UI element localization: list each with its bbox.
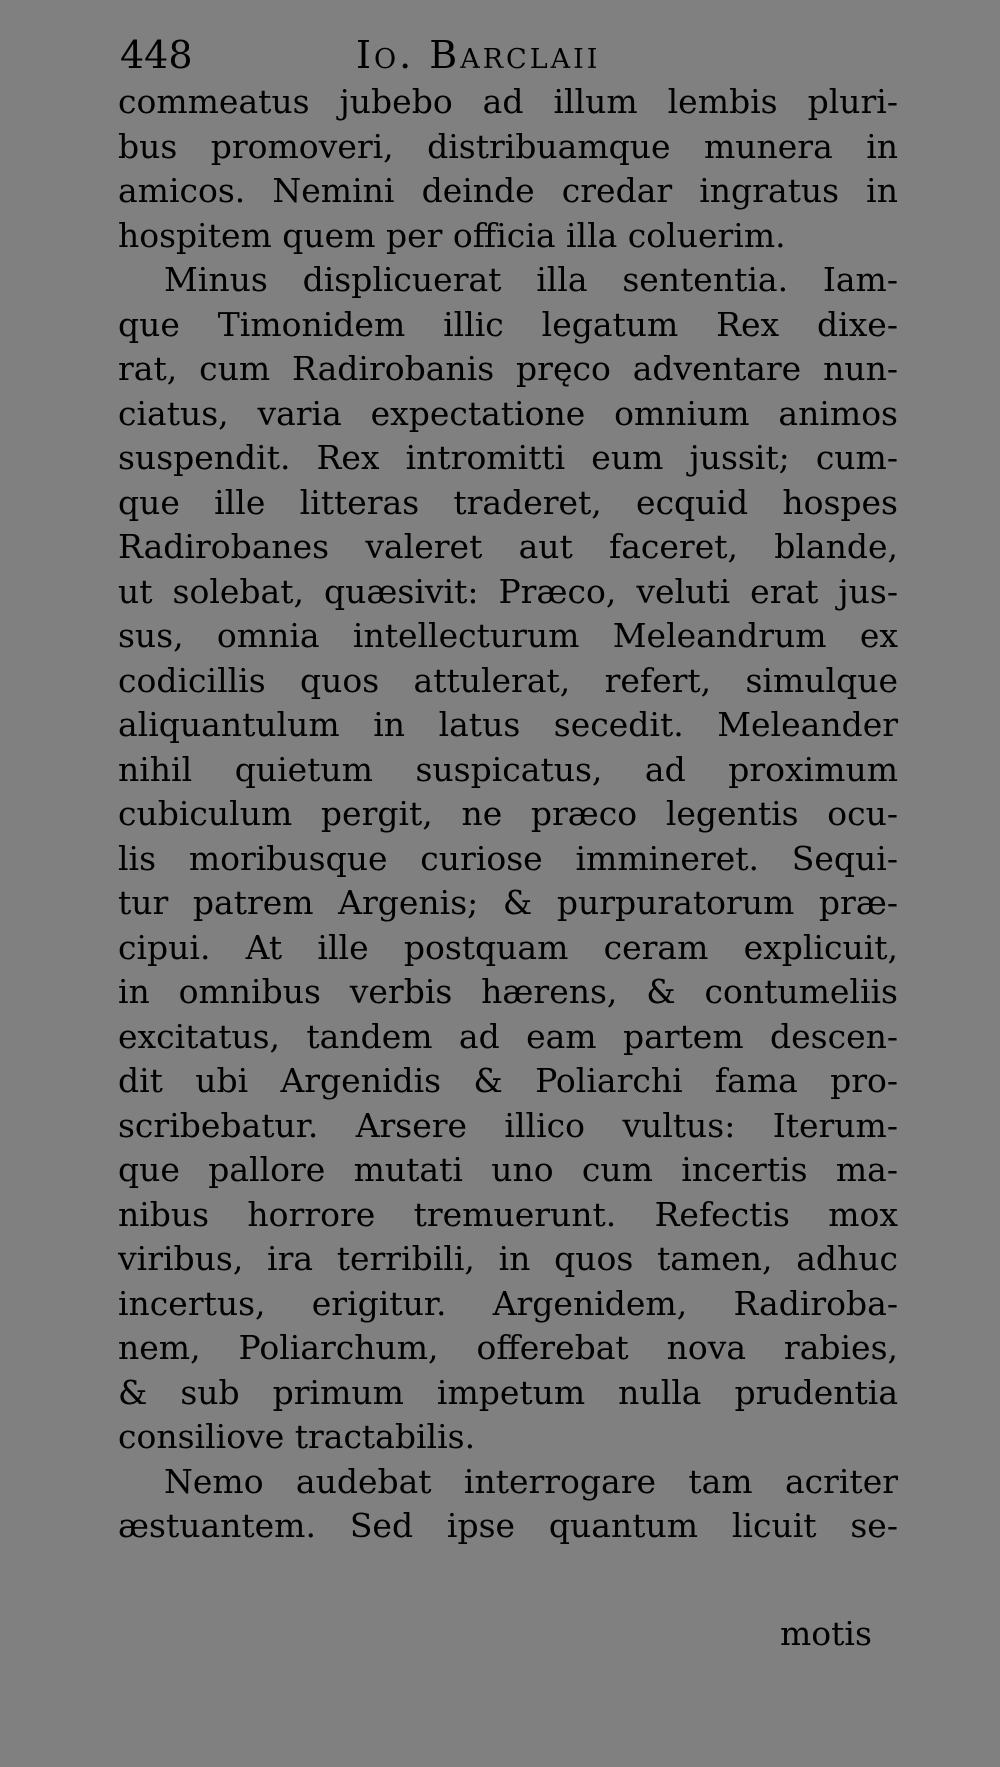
text-line: viribus, ira terribili, in quos tamen, adhuc (118, 1239, 898, 1278)
text-line: cipui. At ille postquam ceram explicuit, (118, 927, 898, 967)
text-line: consiliove tractabilis. (118, 1417, 476, 1456)
text-line: excitatus, tandem ad eam partem descen- (118, 1016, 898, 1056)
text-line: lis moribusque curiose immineret. Sequi- (118, 838, 898, 878)
text-line: commeatus jubebo ad illum lembis pluri- (118, 82, 898, 121)
text-line: dit ubi Argenidis & Poliarchi fama pro- (118, 1061, 898, 1100)
text-line: sus, omnia intellecturum Meleandrum ex (118, 616, 898, 655)
page-number: 448 (120, 33, 193, 77)
text-line: codicillis quos attulerat, refert, simulque (118, 660, 898, 700)
text-line: que Timonidem illic legatum Rex dixe- (118, 304, 898, 344)
text-line: amicos. Nemini deinde credar ingratus in (118, 171, 898, 210)
text-line: nibus horrore tremuerunt. Refectis mox (118, 1194, 898, 1234)
text-line: nihil quietum suspicatus, ad proximum (118, 749, 898, 789)
text-line: Nemo audebat interrogare tam acriter (164, 1461, 898, 1501)
text-line: que pallore mutati uno cum incertis ma- (118, 1150, 898, 1189)
text-line: in omnibus verbis hærens, & contumeliis (118, 972, 898, 1011)
text-line: hospitem quem per officia illa coluerim. (118, 215, 786, 255)
text-line: cubiculum pergit, ne præco legentis ocu- (118, 794, 898, 833)
text-line: incertus, erigitur. Argenidem, Radiroba- (118, 1283, 898, 1323)
text-line: aliquantulum in latus secedit. Meleander (118, 705, 898, 744)
text-line: scribebatur. Arsere illico vultus: Iterum- (118, 1105, 898, 1145)
text-line: ciatus, varia expectatione omnium animos (118, 393, 898, 433)
text-line: que ille litteras traderet, ecquid hospes (118, 482, 898, 522)
body-text (118, 80, 898, 1549)
text-line: suspendit. Rex intromitti eum jussit; cum- (118, 438, 898, 477)
text-line: nem, Poliarchum, offerebat nova rabies, (118, 1328, 898, 1367)
text-line: Minus displicuerat illa sententia. Iam- (164, 260, 898, 299)
text-line: tur patrem Argenis; & purpuratorum præ- (118, 883, 898, 922)
text-line: & sub primum impetum nulla prudentia (118, 1372, 898, 1412)
catchword: motis (780, 1614, 872, 1653)
text-line: Radirobanes valeret aut faceret, blande, (118, 527, 898, 566)
text-line: æstuantem. Sed ipse quantum licuit se- (118, 1506, 898, 1545)
running-head: Io. Barclaii (356, 33, 601, 77)
text-line: ut solebat, quæsivit: Præco, veluti erat jus- (118, 571, 898, 611)
text-line: rat, cum Radirobanis pręco adventare nun- (118, 349, 898, 388)
page-header (120, 30, 920, 80)
text-line: bus promoveri, distribuamque munera in (118, 126, 898, 166)
